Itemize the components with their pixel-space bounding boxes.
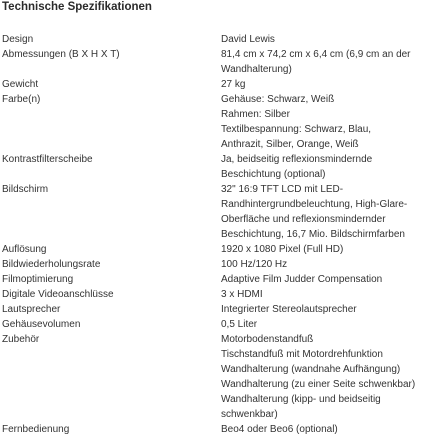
spec-value-line: Motorbodenstandfuß	[221, 334, 314, 345]
spec-value-line: Wandhalterung (kipp- und beidseitig	[221, 394, 381, 405]
spec-value-line: 0,5 Liter	[221, 319, 258, 330]
spec-row-film-optimization	[2, 272, 426, 287]
spec-label: Kontrastfilterscheibe	[2, 154, 93, 165]
spec-label: Farbe(n)	[2, 94, 41, 105]
spec-value-line: Beschichtung (optional)	[221, 169, 326, 180]
spec-value-line: 3 x HDMI	[221, 289, 263, 300]
page-title: Technische Spezifikationen	[2, 1, 152, 13]
spec-value-line: Ja, beidseitig reflexionsmindernde	[221, 154, 373, 165]
spec-label: Auflösung	[2, 244, 47, 255]
spec-value	[221, 242, 426, 257]
spec-row-speakers	[2, 302, 426, 317]
spec-label: Abmessungen (B X H X T)	[2, 49, 120, 60]
spec-row-refresh-rate	[2, 257, 426, 272]
spec-row-colors	[2, 92, 426, 152]
spec-row-design	[2, 32, 426, 47]
spec-value	[221, 272, 426, 287]
spec-row-contrast-filter	[2, 152, 426, 182]
spec-value-line: schwenkbar)	[221, 409, 278, 420]
spec-value	[221, 32, 426, 47]
spec-value	[221, 302, 426, 317]
spec-value	[221, 287, 426, 302]
spec-row-resolution	[2, 242, 426, 257]
spec-value-line: Adaptive Film Judder Compensation	[221, 274, 383, 285]
spec-label: Lautsprecher	[2, 304, 61, 315]
spec-value	[221, 77, 426, 92]
spec-value-line: Beschichtung, 16,7 Mio. Bildschirmfarben	[221, 229, 405, 240]
spec-row-accessories	[2, 332, 426, 422]
spec-value-line: Tischstandfuß mit Motordrehfunktion	[221, 349, 383, 360]
spec-value-line: 27 kg	[221, 79, 246, 90]
spec-row-screen	[2, 182, 426, 242]
spec-value-line: Oberfläche und reflexionsmindernder	[221, 214, 386, 225]
spec-value	[221, 257, 426, 272]
spec-label: Bildschirm	[2, 184, 49, 195]
spec-value-line: Wandhalterung (wandnahe Aufhängung)	[221, 364, 401, 375]
spec-label: Gehäusevolumen	[2, 319, 81, 330]
spec-value	[221, 422, 426, 437]
spec-value-line: Beo4 oder Beo6 (optional)	[221, 424, 338, 435]
spec-value-line: Wandhalterung)	[221, 64, 292, 75]
spec-row-cabinet-volume	[2, 317, 426, 332]
spec-label: Zubehör	[2, 334, 40, 345]
spec-value-line: Textilbespannung: Schwarz, Blau,	[221, 124, 372, 135]
spec-value-line: Randhintergrundbeleuchtung, High-Glare-	[221, 199, 408, 210]
spec-value	[221, 152, 426, 182]
spec-value	[221, 332, 426, 422]
spec-value-line: 1920 x 1080 Pixel (Full HD)	[221, 244, 344, 255]
spec-label: Digitale Videoanschlüsse	[2, 289, 114, 300]
spec-row-weight	[2, 77, 426, 92]
spec-value	[221, 92, 426, 152]
spec-label: Gewicht	[2, 79, 39, 90]
spec-value-line: David Lewis	[221, 34, 275, 45]
spec-value-line: 100 Hz/120 Hz	[221, 259, 288, 270]
spec-value-line: 81,4 cm x 74,2 cm x 6,4 cm (6,9 cm an der	[221, 49, 411, 60]
spec-label: Fernbedienung	[2, 424, 70, 435]
spec-row-video-ports	[2, 287, 426, 302]
spec-label: Filmoptimierung	[2, 274, 74, 285]
spec-value	[221, 317, 426, 332]
spec-value-line: Wandhalterung (zu einer Seite schwenkbar)	[221, 379, 416, 390]
spec-value-line: Rahmen: Silber	[221, 109, 290, 120]
spec-row-dimensions	[2, 47, 426, 77]
spec-value-line: 32" 16:9 TFT LCD mit LED-	[221, 184, 344, 195]
spec-value-line: Gehäuse: Schwarz, Weiß	[221, 94, 335, 105]
spec-row-remote-control	[2, 422, 426, 437]
spec-value-line: Integrierter Stereolautsprecher	[221, 304, 357, 315]
spec-value	[221, 182, 426, 242]
spec-value-line: Anthrazit, Silber, Orange, Weiß	[221, 139, 359, 150]
spec-label: Design	[2, 34, 34, 45]
spec-label: Bildwiederholungsrate	[2, 259, 101, 270]
spec-value	[221, 47, 426, 77]
spec-table	[2, 32, 426, 437]
